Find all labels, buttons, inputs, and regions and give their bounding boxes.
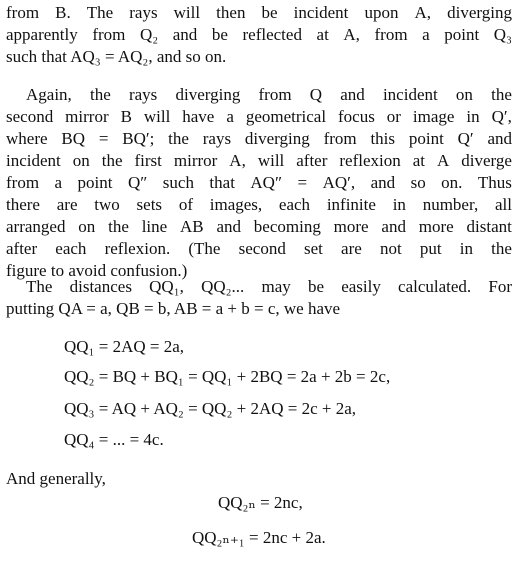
word: on	[72, 151, 90, 170]
word: and	[172, 25, 198, 44]
text-line	[6, 24, 512, 46]
word: rays	[128, 85, 158, 104]
text-line	[6, 106, 512, 128]
word: the	[101, 151, 123, 170]
word: on	[78, 217, 96, 236]
word: from	[258, 85, 292, 104]
equation-general-odd: QQ₂ₙ₊₁ = 2nc + 2a.	[192, 528, 326, 547]
word: incident	[6, 151, 61, 170]
word: will	[173, 3, 201, 22]
text-line	[6, 150, 512, 172]
word: at	[412, 151, 425, 170]
word: may	[261, 277, 291, 296]
word: second	[238, 239, 286, 258]
word: diverge	[461, 151, 512, 170]
word: be	[261, 3, 278, 22]
word: sets	[136, 195, 163, 214]
word: AB	[180, 217, 204, 236]
word: becoming	[253, 217, 321, 236]
word: be	[307, 277, 324, 296]
word: diverging	[175, 85, 241, 104]
word: reflexion.	[104, 239, 171, 258]
word: images,	[209, 195, 263, 214]
word: each	[55, 239, 87, 258]
word: BQ′;	[122, 129, 155, 148]
word: reflected	[242, 25, 302, 44]
word: Q″	[127, 173, 148, 192]
word: all	[494, 195, 512, 214]
text-line	[6, 172, 512, 194]
word: calculated.	[398, 277, 472, 296]
word: will	[143, 107, 171, 126]
text-line: figure to avoid confusion.)	[6, 261, 188, 280]
word: diverging	[244, 129, 310, 148]
word: infinite	[326, 195, 376, 214]
word: distances	[69, 277, 132, 296]
word: this	[370, 129, 396, 148]
word: two	[94, 195, 120, 214]
word: from	[323, 129, 357, 148]
text-line: such that AQ₃ = AQ₂, and so on.	[6, 47, 227, 66]
word: on	[455, 85, 473, 104]
word: in	[392, 195, 406, 214]
word: the	[89, 85, 111, 104]
word: and	[370, 173, 396, 192]
word: a	[54, 173, 63, 192]
word: incident	[382, 85, 438, 104]
word: have	[182, 107, 215, 126]
word: Q₂	[139, 25, 159, 44]
word: geometrical	[245, 107, 327, 126]
word: upon	[364, 3, 399, 22]
word: each	[278, 195, 311, 214]
word: distant	[466, 217, 512, 236]
word: diverging	[447, 3, 512, 22]
word: the	[491, 85, 512, 104]
word: A,	[229, 151, 246, 170]
equation-qq1: QQ₁ = 2AQ = 2a,	[64, 337, 185, 356]
word: BQ	[61, 129, 85, 148]
word: Q′,	[491, 107, 512, 126]
word: Thus	[477, 173, 512, 192]
word: and	[381, 217, 406, 236]
word: rays	[129, 3, 158, 22]
word: focus	[338, 107, 375, 126]
word: The	[86, 3, 114, 22]
word: on.	[441, 173, 463, 192]
word: such	[162, 173, 194, 192]
word: image	[412, 107, 455, 126]
text-line: putting QA = a, QB = b, AB = a + b = c, we have	[6, 299, 341, 318]
text-line: And generally,	[6, 469, 106, 488]
word: first	[134, 151, 162, 170]
word: (The	[188, 239, 221, 258]
word: apparently	[6, 25, 78, 44]
text-line	[6, 238, 512, 260]
word: B.	[55, 3, 71, 22]
word: from	[6, 173, 40, 192]
word: where	[6, 129, 48, 148]
word: at	[316, 25, 329, 44]
word: then	[216, 3, 246, 22]
word: QQ₁,	[149, 277, 184, 296]
word: second	[6, 107, 54, 126]
word: a	[422, 25, 430, 44]
word: A,	[414, 3, 432, 22]
word: Again,	[26, 85, 72, 104]
word: number,	[422, 195, 479, 214]
word: point	[77, 173, 113, 192]
word: incident	[293, 3, 349, 22]
word: A	[436, 151, 450, 170]
word: mirror	[65, 107, 109, 126]
word: arranged	[6, 217, 66, 236]
word: will	[257, 151, 285, 170]
word: more	[333, 217, 369, 236]
word: set	[303, 239, 323, 258]
word: a	[226, 107, 234, 126]
word: after	[6, 239, 38, 258]
text-line	[6, 2, 512, 24]
word: rays	[202, 129, 232, 148]
text-line	[6, 128, 512, 150]
word: are	[341, 239, 362, 258]
word: point	[444, 25, 480, 44]
word: after	[296, 151, 328, 170]
word: be	[211, 25, 228, 44]
word: put	[419, 239, 442, 258]
word: from	[92, 25, 126, 44]
word: Q	[309, 85, 323, 104]
word: from	[374, 25, 408, 44]
word: or	[386, 107, 401, 126]
word: reflexion	[339, 151, 401, 170]
word: =	[297, 173, 308, 192]
word: Q₃	[493, 25, 512, 44]
word: Q′	[457, 129, 474, 148]
word: =	[98, 129, 109, 148]
word: that	[209, 173, 235, 192]
text-line	[6, 216, 512, 238]
word: the	[168, 129, 189, 148]
word: not	[379, 239, 402, 258]
text-line	[6, 194, 512, 216]
word: are	[56, 195, 78, 214]
word: The	[26, 277, 53, 296]
word: the	[108, 217, 129, 236]
word: QQ₂...	[201, 277, 245, 296]
text-line	[26, 84, 512, 106]
word: from	[6, 3, 40, 22]
equation-qq4: QQ₄ = ... = 4c.	[64, 430, 164, 449]
word: and	[216, 217, 241, 236]
word: the	[491, 239, 512, 258]
word: so	[410, 173, 426, 192]
word: point	[408, 129, 444, 148]
word: and	[487, 129, 512, 148]
word: there	[6, 195, 40, 214]
word: line	[141, 217, 168, 236]
word: more	[418, 217, 454, 236]
word: B	[120, 107, 132, 126]
word: A,	[343, 25, 360, 44]
word: of	[178, 195, 193, 214]
equation-qq3: QQ₃ = AQ + AQ₂ = QQ₂ + 2AQ = 2c + 2a,	[64, 399, 357, 418]
word: AQ′,	[322, 173, 356, 192]
equation-qq2: QQ₂ = BQ + BQ₁ = QQ₁ + 2BQ = 2a + 2b = 2c,	[64, 367, 391, 386]
word: mirror	[173, 151, 218, 170]
word: For	[488, 277, 512, 296]
word: in	[466, 107, 480, 126]
text-line	[26, 276, 512, 298]
word: in	[459, 239, 473, 258]
word: and	[340, 85, 365, 104]
word: AQ″	[250, 173, 283, 192]
equation-general-even: QQ₂ₙ = 2nc,	[218, 493, 303, 512]
word: easily	[341, 277, 381, 296]
